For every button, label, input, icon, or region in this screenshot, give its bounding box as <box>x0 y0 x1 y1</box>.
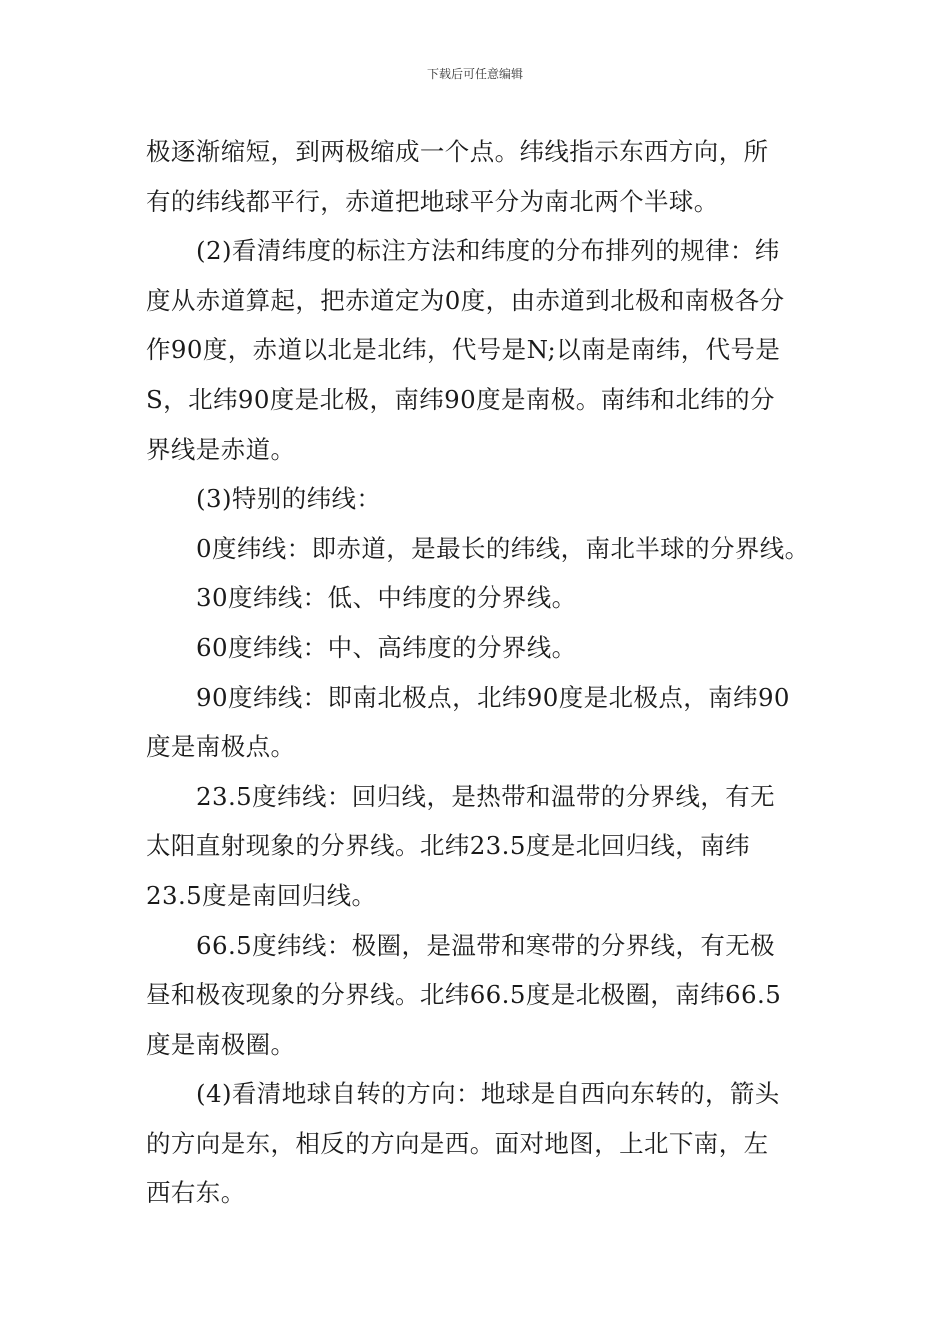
paragraph <box>146 524 811 574</box>
text-line: 度从赤道算起，把赤道定为0度，由赤道到北极和南极各分 <box>146 285 785 315</box>
text-line: 的方向是东，相反的方向是西。面对地图，上北下南，左 <box>146 1128 769 1158</box>
text-line: (4)看清地球自转的方向：地球是自西向东转的，箭头 <box>196 1079 780 1109</box>
text-line: 0度纬线：即赤道，是最长的纬线，南北半球的分界线。 <box>196 533 810 563</box>
paragraph <box>146 573 811 623</box>
text-line: 极逐渐缩短，到两极缩成一个点。纬线指示东西方向，所 <box>146 137 769 166</box>
text-line: 23.5度是南回归线。 <box>146 880 377 910</box>
text-line: 有的纬线都平行，赤道把地球平分为南北两个半球。 <box>146 186 719 216</box>
paragraph <box>146 226 811 474</box>
paragraph <box>146 127 811 226</box>
text-line: 太阳直射现象的分界线。北纬23.5度是北回归线，南纬 <box>146 831 750 861</box>
page-header: 下载后可任意编辑 <box>426 67 523 81</box>
text-line: 30度纬线：低、中纬度的分界线。 <box>196 583 577 613</box>
text-line: S，北纬90度是北极，南纬90度是南极。南纬和北纬的分 <box>146 384 775 414</box>
text-line: 作90度，赤道以北是北纬，代号是N;以南是南纬，代号是 <box>146 335 781 365</box>
text-line: 90度纬线：即南北极点，北纬90度是北极点，南纬90 <box>196 682 790 712</box>
document-body <box>146 127 811 1218</box>
text-line: 度是南极点。 <box>146 732 296 762</box>
text-line: 23.5度纬线：回归线，是热带和温带的分界线，有无 <box>196 781 776 811</box>
text-line: 昼和极夜现象的分界线。北纬66.5度是北极圈，南纬66.5 <box>146 980 782 1010</box>
paragraph <box>146 673 811 772</box>
text-line: 界线是赤道。 <box>146 434 296 464</box>
text-line: 度是南极圈。 <box>146 1029 296 1059</box>
paragraph <box>146 921 811 1070</box>
text-line: (2)看清纬度的标注方法和纬度的分布排列的规律：纬 <box>196 236 780 266</box>
text-line: 66.5度纬线：极圈，是温带和寒带的分界线，有无极 <box>196 930 776 960</box>
paragraph <box>146 623 811 673</box>
paragraph <box>146 772 811 921</box>
paragraph <box>146 474 811 524</box>
text-line: 西右东。 <box>146 1178 246 1208</box>
text-line: 60度纬线：中、高纬度的分界线。 <box>196 632 577 662</box>
paragraph <box>146 1069 811 1218</box>
text-line: (3)特别的纬线： <box>196 484 382 514</box>
